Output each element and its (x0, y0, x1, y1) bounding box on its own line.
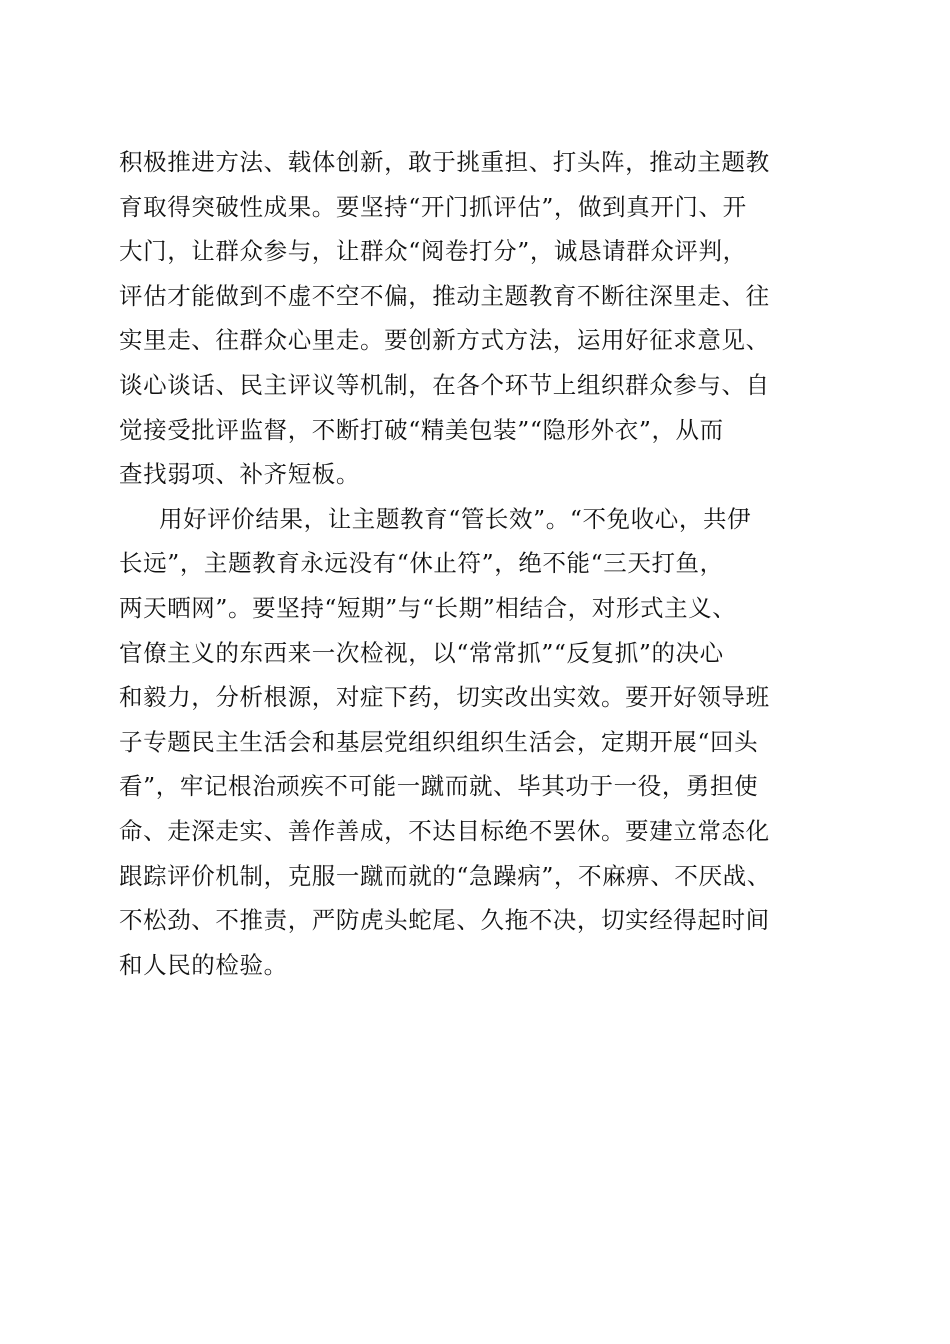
text-line: 和人民的检验。 (119, 950, 288, 979)
text-line: 官僚主义的东西来一次检视，以“常常抓”“反复抓”的决心 (119, 638, 724, 667)
paragraph-1 (119, 140, 839, 497)
text-line: 用好评价结果，让主题教育“管长效”。“不免收心，共伊 (159, 504, 752, 533)
text-line: 查找弱项、补齐短板。 (119, 460, 360, 489)
text-line: 觉接受批评监督，不断打破“精美包装”“隐形外衣”，从而 (119, 415, 724, 444)
text-line: 命、走深走实、善作善成，不达目标绝不罢休。要建立常态化 (119, 816, 770, 845)
paragraph-2 (119, 497, 839, 988)
text-line: 积极推进方法、载体创新，敢于挑重担、打头阵，推动主题教 (119, 148, 770, 176)
text-line: 大门，让群众参与，让群众“阅卷打分”，诚恳请群众评判， (119, 237, 747, 266)
text-line: 两天晒网”。要坚持“短期”与“长期”相结合，对形式主义、 (119, 593, 737, 622)
text-line: 看”，牢记根治顽疾不可能一蹴而就、毕其功于一役，勇担使 (119, 772, 759, 801)
text-line: 评估才能做到不虚不空不偏，推动主题教育不断往深里走、往 (119, 281, 770, 310)
text-line: 长远”，主题教育永远没有“休止符”，绝不能“三天打鱼， (119, 549, 724, 578)
text-line: 实里走、往群众心里走。要创新方式方法，运用好征求意见、 (119, 326, 770, 355)
text-line: 子专题民主生活会和基层党组织组织生活会，定期开展“回头 (119, 727, 759, 756)
text-line: 不松劲、不推责，严防虎头蛇尾、久拖不决，切实经得起时间 (119, 906, 770, 935)
text-line: 跟踪评价机制，克服一蹴而就的“急躁病”，不麻痹、不厌战、 (119, 861, 771, 890)
text-line: 育取得突破性成果。要坚持“开门抓评估”，做到真开门、开 (119, 192, 747, 221)
text-line: 和毅力，分析根源，对症下药，切实改出实效。要开好领导班 (119, 683, 770, 712)
text-line: 谈心谈话、民主评议等机制，在各个环节上组织群众参与、自 (119, 370, 770, 399)
document-body (119, 140, 839, 987)
